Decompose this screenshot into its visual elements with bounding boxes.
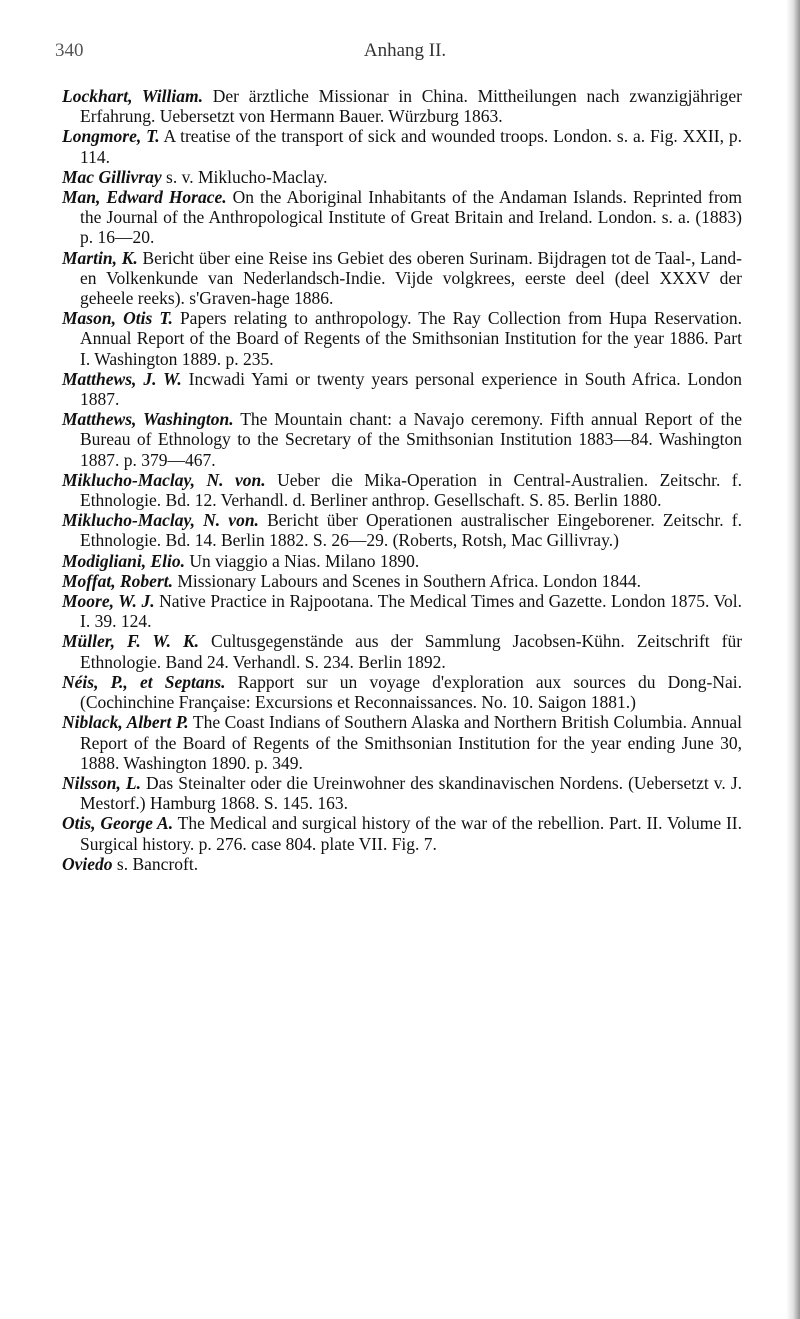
- entry-author: Martin, K.: [62, 247, 138, 268]
- entry-author: Matthews, Washington.: [62, 409, 234, 430]
- entry-author: Oviedo: [62, 853, 113, 874]
- entry-text: Cultusgegenstände aus der Sammlung Jacobsen-Kühn. Zeitschrift für Ethnologie. Band 24. Verhandl. S. 234. Berlin 1892.: [80, 631, 743, 672]
- bibliography-entry: [62, 672, 742, 712]
- bibliography-entry: [62, 248, 742, 309]
- entry-text: Missionary Labours and Scenes in Southern Africa. London 1844.: [177, 570, 642, 591]
- entry-text: On the Aboriginal Inhabitants of the Andaman Islands. Reprinted from the Journal of the Anthropological Institute of Great Britain and Ireland. London. s. a. (1883) p. 16—20.: [80, 187, 743, 248]
- bibliography-entry: [62, 854, 742, 874]
- running-title: Anhang II.: [363, 40, 447, 61]
- entry-text: Rapport sur un voyage d'exploration aux sources du Dong-Nai. (Cochinchine Française: Excursions et Reconnaissances. No. 10. Saigon 1881.): [80, 671, 743, 713]
- bibliography-entry: [62, 712, 742, 773]
- bibliography-entry: [62, 631, 742, 671]
- entry-text: The Medical and surgical history of the war of the rebellion. Part. II. Volume II. Surgical history. p. 276. case 804. plate VII. Fig. 7.: [80, 813, 742, 854]
- entry-author: Müller, F. W. K.: [62, 631, 200, 652]
- bibliography-entry: [62, 126, 742, 166]
- entry-text: Un viaggio a Nias. Milano 1890.: [189, 550, 420, 571]
- bibliography-entry: [62, 86, 742, 126]
- entry-author: Moffat, Robert.: [62, 570, 173, 591]
- bibliography-list: [62, 86, 742, 874]
- entry-text: Ueber die Mika-Operation in Central-Australien. Zeitschr. f. Ethnologie. Bd. 12. Verhandl. d. Berliner anthrop. Gesellschaft. S. 85. Berlin 1880.: [80, 469, 743, 511]
- page-edge-shadow: [786, 0, 800, 1319]
- entry-author: Longmore, T.: [62, 126, 160, 147]
- page-number: 340: [55, 40, 84, 61]
- entry-author: Modigliani, Elio.: [62, 550, 186, 571]
- bibliography-entry: [62, 591, 742, 631]
- entry-author: Matthews, J. W.: [62, 368, 182, 389]
- entry-text: s. Bancroft.: [116, 853, 199, 874]
- entry-author: Miklucho-Maclay, N. von.: [62, 469, 266, 490]
- entry-text: s. v. Miklucho-Maclay.: [166, 166, 328, 187]
- bibliography-entry: [62, 510, 742, 550]
- entry-author: Mason, Otis T.: [62, 308, 173, 329]
- bibliography-entry: [62, 308, 742, 369]
- entry-text: Incwadi Yami or twenty years personal experience in South Africa. London 1887.: [80, 368, 742, 410]
- entry-author: Man, Edward Horace.: [62, 187, 227, 208]
- entry-text: The Coast Indians of Southern Alaska and Northern British Columbia. Annual Report of the Board of Regents of the Smithsonian Institution for the year ending June 30, 1888. Washington 1890. p. 349.: [80, 712, 743, 773]
- entry-text: Das Steinalter oder die Ureinwohner des skandinavischen Nordens. (Uebersetzt v. J. Mestorf.) Hamburg 1868. S. 145. 163.: [80, 772, 743, 814]
- bibliography-entry: [62, 813, 742, 853]
- bibliography-entry: [62, 470, 742, 510]
- entry-author: Niblack, Albert P.: [62, 712, 189, 733]
- entry-author: Mac Gillivray: [62, 166, 162, 187]
- bibliography-entry: [62, 551, 742, 571]
- bibliography-entry: [62, 167, 742, 187]
- entry-text: Der ärztliche Missionar in China. Mittheilungen nach zwanzigjähriger Erfahrung. Uebersetzt von Hermann Bauer. Würzburg 1863.: [80, 86, 742, 127]
- entry-text: Native Practice in Rajpootana. The Medical Times and Gazette. London 1875. Vol. I. 39. 124.: [80, 591, 742, 632]
- page-header: [55, 40, 755, 70]
- entry-author: Néis, P., et Septans.: [62, 671, 226, 692]
- entry-author: Otis, George A.: [62, 813, 174, 834]
- entry-author: Lockhart, William.: [62, 86, 203, 106]
- entry-text: Bericht über eine Reise ins Gebiet des oberen Surinam. Bijdragen tot de Taal-, Land- en Volkenkunde van Nederlandsch-Indie. Vijde volgkrees, eerste deel (deel XXXV der geheele reeks). s'Graven-hage 1886.: [80, 247, 743, 309]
- bibliography-entry: [62, 369, 742, 409]
- bibliography-entry: [62, 571, 742, 591]
- entry-author: Nilsson, L.: [62, 772, 141, 793]
- entry-text: The Mountain chant: a Navajo ceremony. Fifth annual Report of the Bureau of Ethnology to the Secretary of the Smithsonian Institution 1883—84. Washington 1887. p. 379—467.: [80, 409, 742, 470]
- bibliography-entry: [62, 187, 742, 248]
- entry-text: Bericht über Operationen australischer Eingeborener. Zeitschr. f. Ethnologie. Bd. 14. Berlin 1882. S. 26—29. (Roberts, Rotsh, Mac Gillivray.): [80, 510, 743, 551]
- entry-author: Miklucho-Maclay, N. von.: [62, 510, 259, 531]
- entry-text: A treatise of the transport of sick and wounded troops. London. s. a. Fig. XXII, p. 114.: [80, 126, 742, 167]
- bibliography-entry: [62, 773, 742, 813]
- bibliography-entry: [62, 409, 742, 470]
- entry-text: Papers relating to anthropology. The Ray Collection from Hupa Reservation. Annual Report of the Board of Regents of the Smithsonian Institution for the year 1886. Part I. Washington 1889. p. 235.: [80, 308, 743, 369]
- entry-author: Moore, W. J.: [62, 591, 155, 612]
